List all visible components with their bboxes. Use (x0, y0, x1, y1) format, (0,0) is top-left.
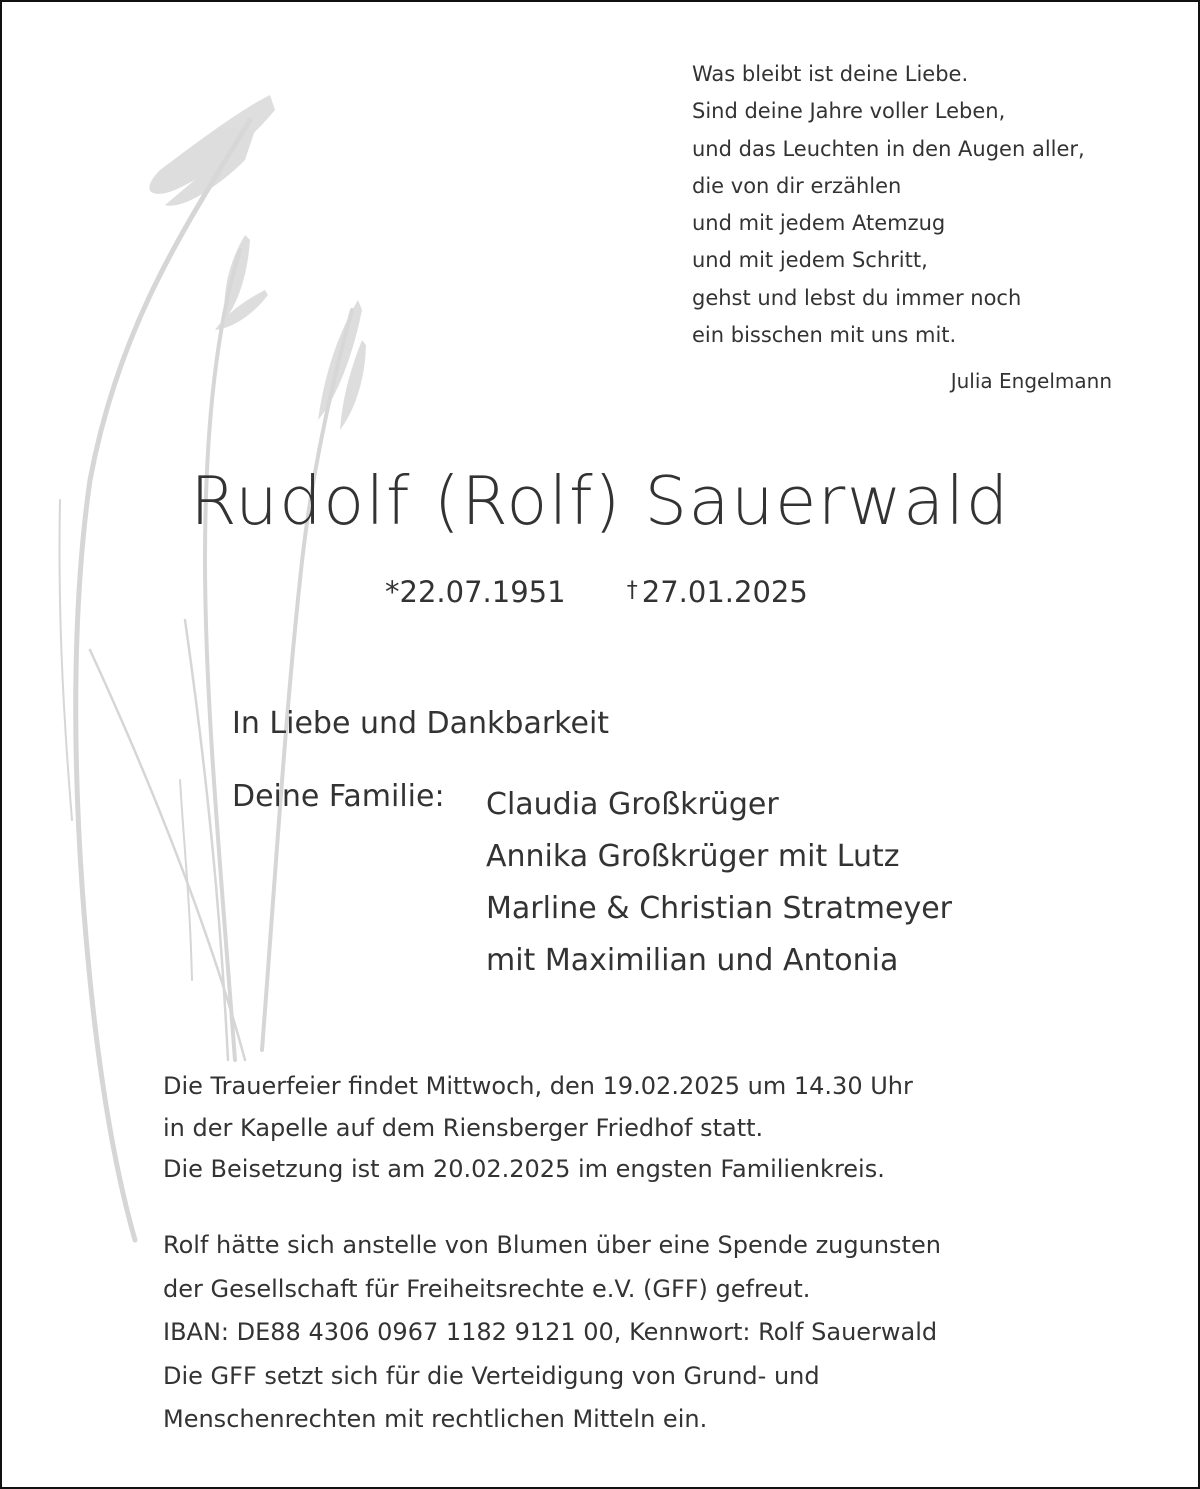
donation-line: Rolf hätte sich anstelle von Blumen über eine Spende zugunsten (163, 1231, 941, 1259)
death-date: 27.01.2025 (641, 575, 808, 609)
poem (692, 56, 1122, 354)
poem-line: Was bleibt ist deine Liebe. (692, 62, 969, 86)
family-member: Annika Großkrüger mit Lutz (486, 839, 900, 874)
service-line: Die Beisetzung ist am 20.02.2025 im engsten Familienkreis. (163, 1155, 885, 1183)
family-list (486, 779, 952, 987)
family-member: Claudia Großkrüger (486, 787, 779, 822)
deceased-name: Rudolf (Rolf) Sauerwald (190, 462, 1010, 540)
birth-symbol: * (385, 575, 400, 609)
poem-line: und mit jedem Atemzug (692, 211, 946, 236)
donation-line: Die GFF setzt sich für die Verteidigung von Grund- und (163, 1361, 820, 1390)
donation-info (163, 1224, 941, 1442)
life-dates (385, 575, 808, 609)
poem-line: und mit jedem Schritt, (692, 248, 928, 273)
donation-line: IBAN: DE88 4306 0967 1182 9121 00, Kennwort: Rolf Sauerwald (163, 1318, 938, 1346)
service-info (163, 1066, 913, 1191)
cross-symbol: † (626, 578, 638, 603)
poem-line: ein bisschen mit uns mit. (692, 323, 957, 348)
family-label: Deine Familie: (232, 779, 445, 814)
service-line: in der Kapelle auf dem Riensberger Friedhof statt. (163, 1113, 764, 1142)
poem-line: gehst und lebst du immer noch (692, 285, 1022, 310)
donation-line: Menschenrechten mit rechtlichen Mitteln ein. (163, 1405, 708, 1433)
service-line: Die Trauerfeier findet Mittwoch, den 19.02.2025 um 14.30 Uhr (163, 1072, 913, 1100)
family-member: mit Maximilian und Antonia (486, 943, 899, 978)
family-member: Marline & Christian Stratmeyer (486, 891, 953, 926)
poem-line: und das Leuchten in den Augen aller, (692, 136, 1085, 161)
poem-author: Julia Engelmann (950, 369, 1112, 393)
mourners-intro: In Liebe und Dankbarkeit (232, 706, 610, 741)
poem-line: Sind deine Jahre voller Leben, (692, 99, 1006, 124)
donation-line: der Gesellschaft für Freiheitsrechte e.V. (GFF) gefreut. (163, 1274, 811, 1303)
birth-date: 22.07.1951 (399, 575, 566, 609)
poem-line: die von dir erzählen (692, 173, 902, 198)
